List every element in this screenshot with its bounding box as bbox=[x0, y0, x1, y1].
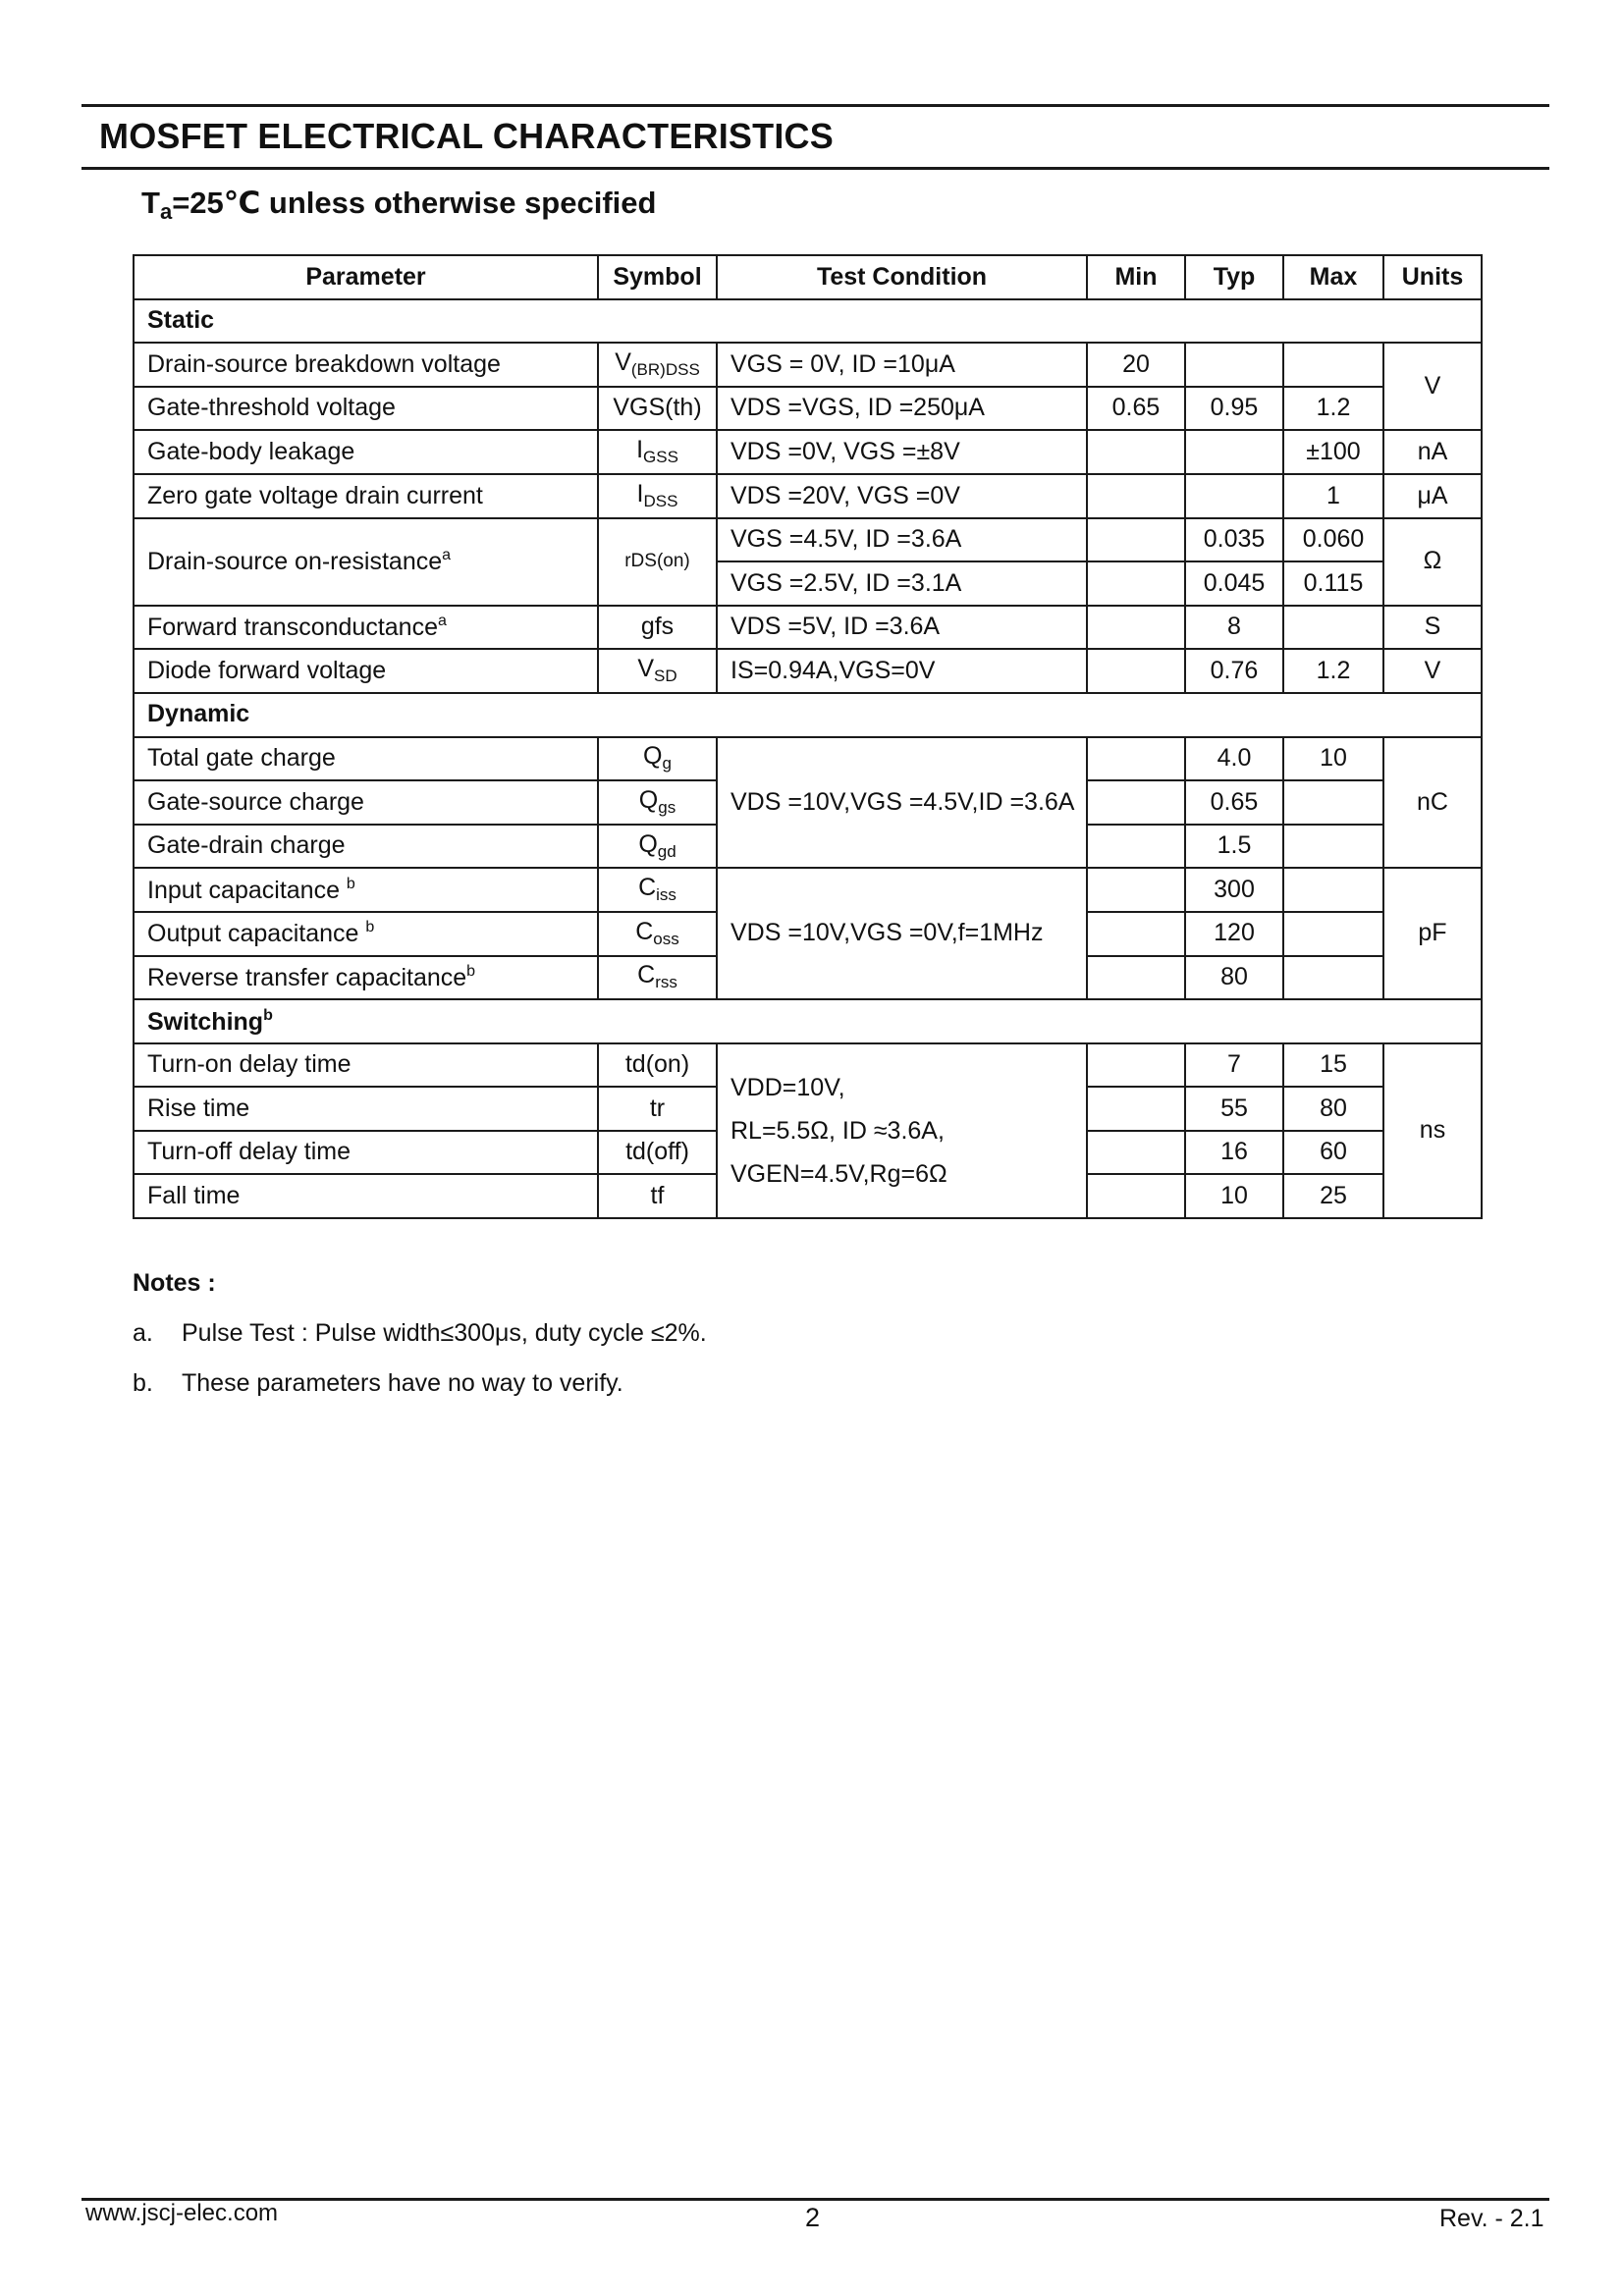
switching-condition-line: VGEN=4.5V,Rg=6Ω bbox=[730, 1159, 947, 1188]
table-row bbox=[134, 606, 1482, 650]
section-switching bbox=[134, 999, 1482, 1043]
table-row bbox=[134, 518, 1482, 562]
table-row bbox=[134, 430, 1482, 474]
top-rule bbox=[81, 104, 1549, 107]
table-header-row bbox=[134, 255, 1482, 299]
notes-title: Notes : bbox=[133, 1269, 216, 1297]
table-row bbox=[134, 343, 1482, 387]
min-cell bbox=[1087, 737, 1185, 781]
symbol-cell bbox=[598, 343, 717, 387]
param-cell: Diode forward voltage bbox=[134, 649, 598, 693]
typ-cell: 7 bbox=[1185, 1043, 1283, 1088]
section-row-static bbox=[134, 299, 1482, 344]
switching-condition-line: RL=5.5Ω, ID ≈3.6A, bbox=[730, 1116, 945, 1145]
note-marker: b bbox=[466, 963, 476, 981]
param-cell: Total gate charge bbox=[134, 737, 598, 781]
max-cell: 15 bbox=[1283, 1043, 1383, 1088]
symbol-cell: VGS(th) bbox=[598, 387, 717, 431]
symbol-subscript: oss bbox=[653, 929, 679, 948]
condition-t: T bbox=[141, 186, 160, 220]
unit-cell: V bbox=[1383, 343, 1482, 430]
typ-cell bbox=[1185, 343, 1283, 387]
table-row bbox=[134, 737, 1482, 781]
param-cell bbox=[134, 518, 598, 606]
typ-cell: 8 bbox=[1185, 606, 1283, 650]
col-typ: Typ bbox=[1185, 255, 1283, 299]
symbol-text: Q bbox=[638, 829, 658, 858]
condition-cell bbox=[717, 1043, 1087, 1218]
symbol-text: Q bbox=[638, 786, 659, 815]
symbol-subscript: g bbox=[662, 754, 672, 774]
col-min: Min bbox=[1087, 255, 1185, 299]
section-static: Static bbox=[134, 299, 1482, 344]
param-text: Reverse transfer capacitance bbox=[147, 964, 467, 992]
typ-cell bbox=[1185, 474, 1283, 518]
symbol-text: C bbox=[638, 874, 657, 902]
typ-cell: 4.0 bbox=[1185, 737, 1283, 781]
min-cell bbox=[1087, 825, 1185, 869]
param-cell: Rise time bbox=[134, 1087, 598, 1131]
page-number: 2 bbox=[805, 2203, 821, 2232]
max-cell: 10 bbox=[1283, 737, 1383, 781]
unit-cell: nC bbox=[1383, 737, 1482, 869]
typ-cell: 0.035 bbox=[1185, 518, 1283, 562]
symbol-cell bbox=[598, 430, 717, 474]
max-cell bbox=[1283, 956, 1383, 1000]
footer-rule bbox=[81, 2198, 1549, 2201]
table-row bbox=[134, 387, 1482, 431]
symbol-subscript: gd bbox=[657, 841, 676, 861]
symbol-cell bbox=[598, 780, 717, 825]
max-cell bbox=[1283, 343, 1383, 387]
unit-cell: Ω bbox=[1383, 518, 1482, 606]
typ-cell: 0.65 bbox=[1185, 780, 1283, 825]
param-cell: Zero gate voltage drain current bbox=[134, 474, 598, 518]
note-text: These parameters have no way to verify. bbox=[182, 1369, 623, 1397]
condition-cell: VDS =10V,VGS =0V,f=1MHz bbox=[717, 868, 1087, 999]
param-text: Output capacitance bbox=[147, 920, 366, 948]
symbol-cell: td(off) bbox=[598, 1131, 717, 1175]
param-text: Drain-source on-resistance bbox=[147, 548, 443, 576]
symbol-cell: td(on) bbox=[598, 1043, 717, 1088]
min-cell bbox=[1087, 649, 1185, 693]
condition-cell: VGS =4.5V, ID =3.6A bbox=[717, 518, 1087, 562]
unit-cell: ns bbox=[1383, 1043, 1482, 1218]
note-item bbox=[133, 1369, 707, 1398]
param-cell: Gate-source charge bbox=[134, 780, 598, 825]
param-cell: Fall time bbox=[134, 1174, 598, 1218]
note-marker: b bbox=[365, 919, 375, 936]
min-cell bbox=[1087, 606, 1185, 650]
notes-section bbox=[133, 1269, 707, 1398]
condition-cell: VDS =20V, VGS =0V bbox=[717, 474, 1087, 518]
min-cell bbox=[1087, 912, 1185, 956]
param-cell bbox=[134, 606, 598, 650]
symbol-cell bbox=[598, 868, 717, 912]
max-cell bbox=[1283, 825, 1383, 869]
condition-heading bbox=[141, 186, 656, 225]
condition-cell: VDS =5V, ID =3.6A bbox=[717, 606, 1087, 650]
max-cell bbox=[1283, 606, 1383, 650]
electrical-characteristics-table bbox=[133, 254, 1483, 1219]
typ-cell: 0.76 bbox=[1185, 649, 1283, 693]
typ-cell: 0.045 bbox=[1185, 561, 1283, 606]
condition-cell: VGS =2.5V, ID =3.1A bbox=[717, 561, 1087, 606]
note-letter: a. bbox=[133, 1319, 153, 1347]
max-cell: 0.115 bbox=[1283, 561, 1383, 606]
section-switching-text: Switching bbox=[147, 1007, 264, 1036]
typ-cell: 16 bbox=[1185, 1131, 1283, 1175]
typ-cell: 120 bbox=[1185, 912, 1283, 956]
min-cell bbox=[1087, 1174, 1185, 1218]
min-cell: 20 bbox=[1087, 343, 1185, 387]
note-item bbox=[133, 1319, 707, 1348]
symbol-cell bbox=[598, 737, 717, 781]
footer-url: www.jscj-elec.com bbox=[85, 2200, 279, 2226]
min-cell bbox=[1087, 474, 1185, 518]
param-cell: Turn-off delay time bbox=[134, 1131, 598, 1175]
typ-cell: 300 bbox=[1185, 868, 1283, 912]
max-cell: 1.2 bbox=[1283, 649, 1383, 693]
param-cell: Gate-drain charge bbox=[134, 825, 598, 869]
max-cell bbox=[1283, 912, 1383, 956]
symbol-text: I bbox=[636, 479, 644, 507]
param-cell bbox=[134, 868, 598, 912]
typ-cell: 0.95 bbox=[1185, 387, 1283, 431]
param-text: Forward transconductance bbox=[147, 614, 438, 642]
min-cell bbox=[1087, 1087, 1185, 1131]
max-cell: ±100 bbox=[1283, 430, 1383, 474]
section-row-switching bbox=[134, 999, 1482, 1043]
symbol-subscript: rss bbox=[655, 973, 677, 992]
symbol-text: I bbox=[636, 436, 644, 464]
max-cell: 25 bbox=[1283, 1174, 1383, 1218]
section-dynamic: Dynamic bbox=[134, 693, 1482, 737]
max-cell: 1.2 bbox=[1283, 387, 1383, 431]
symbol-subscript: SD bbox=[654, 667, 677, 686]
unit-cell: S bbox=[1383, 606, 1482, 650]
condition-cell: VGS = 0V, ID =10μA bbox=[717, 343, 1087, 387]
table-row bbox=[134, 1043, 1482, 1088]
param-cell: Gate-threshold voltage bbox=[134, 387, 598, 431]
param-cell bbox=[134, 956, 598, 1000]
symbol-cell: tr bbox=[598, 1087, 717, 1131]
condition-cell: IS=0.94A,VGS=0V bbox=[717, 649, 1087, 693]
condition-cell: VDS =VGS, ID =250μA bbox=[717, 387, 1087, 431]
note-marker: a bbox=[437, 613, 447, 630]
symbol-subscript: (BR)DSS bbox=[630, 360, 700, 380]
unit-cell: pF bbox=[1383, 868, 1482, 999]
max-cell: 0.060 bbox=[1283, 518, 1383, 562]
typ-cell: 80 bbox=[1185, 956, 1283, 1000]
param-cell: Turn-on delay time bbox=[134, 1043, 598, 1088]
symbol-subscript: DSS bbox=[643, 491, 678, 510]
param-text: Input capacitance bbox=[147, 876, 347, 904]
col-units: Units bbox=[1383, 255, 1482, 299]
unit-cell: V bbox=[1383, 649, 1482, 693]
min-cell bbox=[1087, 430, 1185, 474]
table-row bbox=[134, 868, 1482, 912]
symbol-cell bbox=[598, 912, 717, 956]
min-cell bbox=[1087, 1043, 1185, 1088]
note-letter: b. bbox=[133, 1369, 153, 1397]
title-underline bbox=[81, 167, 1549, 170]
min-cell bbox=[1087, 561, 1185, 606]
min-cell bbox=[1087, 518, 1185, 562]
max-cell bbox=[1283, 868, 1383, 912]
symbol-subscript: gs bbox=[658, 798, 676, 818]
note-text: Pulse Test : Pulse width≤300μs, duty cycle ≤2%. bbox=[182, 1319, 707, 1347]
symbol-text: V bbox=[615, 348, 631, 377]
note-marker: b bbox=[346, 875, 355, 892]
max-cell bbox=[1283, 780, 1383, 825]
page-title: MOSFET ELECTRICAL CHARACTERISTICS bbox=[99, 116, 834, 156]
col-symbol: Symbol bbox=[598, 255, 717, 299]
table-row bbox=[134, 474, 1482, 518]
symbol-text: Q bbox=[643, 742, 663, 771]
symbol-cell bbox=[598, 649, 717, 693]
symbol-cell: tf bbox=[598, 1174, 717, 1218]
symbol-cell bbox=[598, 474, 717, 518]
typ-cell bbox=[1185, 430, 1283, 474]
typ-cell: 1.5 bbox=[1185, 825, 1283, 869]
typ-cell: 55 bbox=[1185, 1087, 1283, 1131]
symbol-cell bbox=[598, 825, 717, 869]
max-cell: 80 bbox=[1283, 1087, 1383, 1131]
param-cell: Gate-body leakage bbox=[134, 430, 598, 474]
col-test-condition: Test Condition bbox=[717, 255, 1087, 299]
min-cell: 0.65 bbox=[1087, 387, 1185, 431]
col-max: Max bbox=[1283, 255, 1383, 299]
symbol-text: V bbox=[637, 655, 655, 683]
min-cell bbox=[1087, 868, 1185, 912]
note-marker: a bbox=[442, 547, 452, 564]
revision-label: Rev. - 2.1 bbox=[1439, 2205, 1544, 2232]
typ-cell: 10 bbox=[1185, 1174, 1283, 1218]
note-marker: b bbox=[263, 1006, 273, 1024]
section-row-dynamic bbox=[134, 693, 1482, 737]
param-cell: Drain-source breakdown voltage bbox=[134, 343, 598, 387]
condition-subscript: a bbox=[159, 199, 173, 224]
table-row bbox=[134, 649, 1482, 693]
symbol-text: C bbox=[635, 917, 654, 945]
unit-cell: μA bbox=[1383, 474, 1482, 518]
condition-cell: VDS =10V,VGS =4.5V,ID =3.6A bbox=[717, 737, 1087, 869]
symbol-cell bbox=[598, 956, 717, 1000]
max-cell: 1 bbox=[1283, 474, 1383, 518]
condition-text: =25℃ unless otherwise specified bbox=[172, 186, 657, 220]
min-cell bbox=[1087, 780, 1185, 825]
symbol-cell: rDS(on) bbox=[598, 518, 717, 606]
switching-condition-line: VDD=10V, bbox=[730, 1073, 845, 1101]
symbol-subscript: GSS bbox=[643, 448, 678, 467]
min-cell bbox=[1087, 956, 1185, 1000]
col-parameter: Parameter bbox=[134, 255, 598, 299]
unit-cell: nA bbox=[1383, 430, 1482, 474]
symbol-text: C bbox=[637, 961, 656, 989]
condition-cell: VDS =0V, VGS =±8V bbox=[717, 430, 1087, 474]
min-cell bbox=[1087, 1131, 1185, 1175]
symbol-subscript: iss bbox=[656, 885, 676, 905]
param-cell bbox=[134, 912, 598, 956]
max-cell: 60 bbox=[1283, 1131, 1383, 1175]
symbol-cell: gfs bbox=[598, 606, 717, 650]
